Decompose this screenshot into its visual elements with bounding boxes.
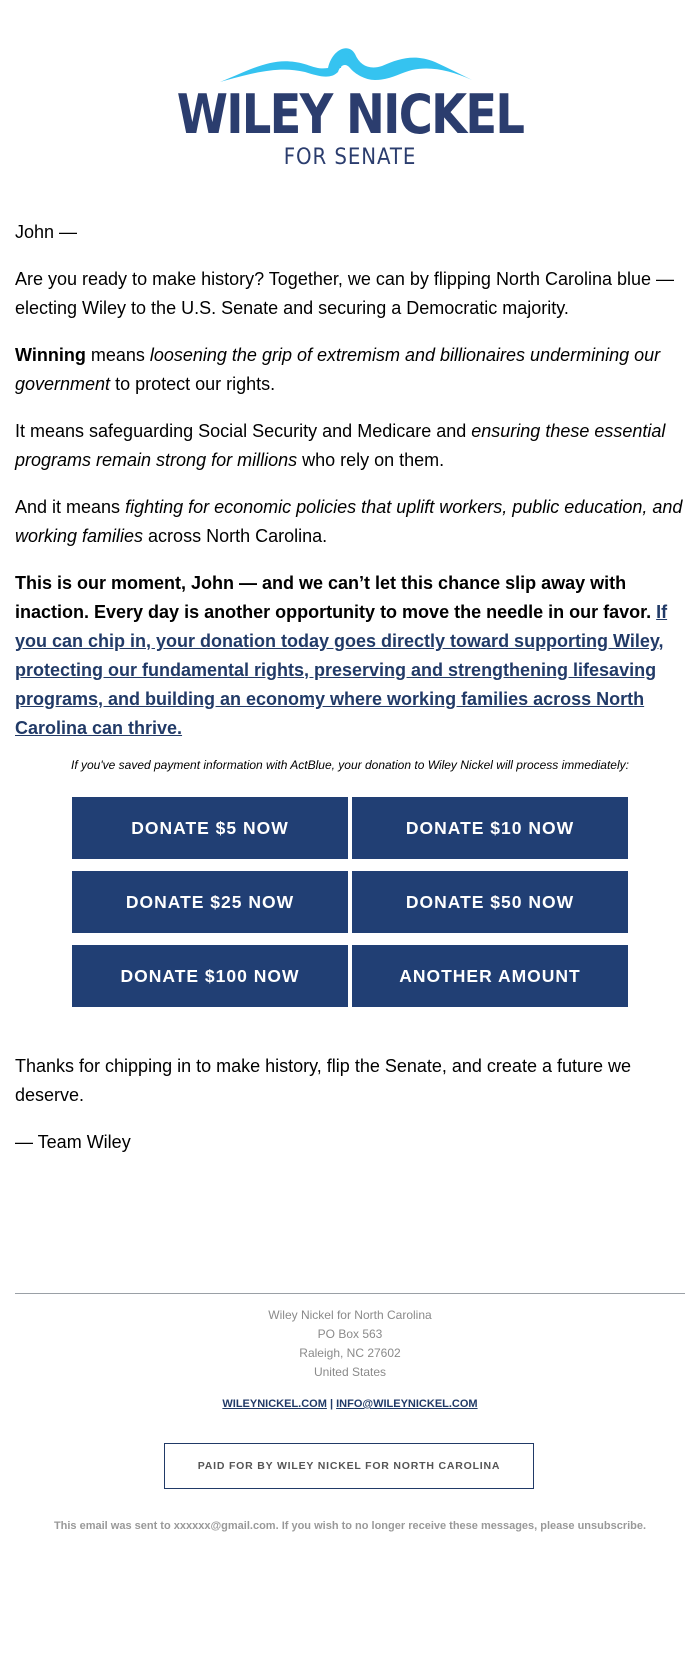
website-link[interactable]: WILEYNICKEL.COM (222, 1398, 327, 1410)
paragraph-1: Are you ready to make history? Together, we can by flipping North Carolina blue — electing Wiley to the U.S. Senate and securing a Democratic majority. (15, 269, 675, 318)
paid-for-disclaimer: PAID FOR BY WILEY NICKEL FOR NORTH CAROLINA (164, 1443, 534, 1489)
lead-text: It means safeguarding Social Security and Medicare and (15, 421, 472, 441)
link-separator: | (326, 1398, 337, 1410)
emphasis-text: loosening the grip of extremism and billionaires undermining our government (15, 345, 661, 394)
closing-section (15, 1052, 675, 1175)
donate-5-button[interactable]: DONATE $5 NOW (72, 797, 348, 859)
donate-25-button[interactable]: DONATE $25 NOW (72, 871, 348, 933)
winning-text: Winning (15, 345, 86, 365)
donate-10-button[interactable]: DONATE $10 NOW (352, 797, 628, 859)
logo-wordmark: WILEY NICKEL (176, 83, 524, 146)
address-line: Wiley Nickel for North Carolina (268, 1308, 432, 1322)
donate-button-grid (72, 797, 628, 1007)
paragraph-5 (15, 569, 685, 743)
logo-subtitle: FOR SENATE (283, 145, 417, 170)
rest-text: to protect our rights. (110, 374, 276, 394)
actblue-note: If you've saved payment information with ActBlue, your donation to Wiley Nickel will process immediately: (71, 758, 629, 772)
lead-text: And it means (15, 497, 126, 517)
paragraph-2 (15, 341, 685, 399)
address-line: Raleigh, NC 27602 (299, 1346, 401, 1360)
address-line: United States (313, 1365, 387, 1379)
rest-text: across North Carolina. (143, 526, 328, 546)
rest-text: who rely on them. (297, 450, 445, 470)
campaign-logo (0, 0, 700, 190)
emphasis-text: ensuring these essential programs remain strong for millions (15, 421, 666, 470)
paragraph-3 (15, 417, 685, 475)
another-amount-button[interactable]: ANOTHER AMOUNT (352, 945, 628, 1007)
emphasis-text: fighting for economic policies that uplift workers, public education, and working families (15, 497, 683, 546)
donate-50-button[interactable]: DONATE $50 NOW (352, 871, 628, 933)
footer-divider (15, 1293, 685, 1294)
unsubscribe-text[interactable]: This email was sent to xxxxxx@gmail.com. If you wish to no longer receive these messages, please unsubscribe. (53, 1520, 647, 1532)
thanks-text: Thanks for chipping in to make history, flip the Senate, and create a future we deserve. (15, 1056, 632, 1105)
means-text: means (85, 345, 150, 365)
paragraph-4 (15, 493, 685, 551)
address-line: PO Box 563 (317, 1327, 383, 1341)
signoff-text: — Team Wiley (15, 1132, 131, 1152)
greeting: John — (15, 222, 78, 242)
donate-100-button[interactable]: DONATE $100 NOW (72, 945, 348, 1007)
call-to-action-text: This is our moment, John — and we can’t let this chance slip away with inaction. Every day is another opportunity to move the needle in our favor. (15, 573, 657, 622)
footer-links (0, 1398, 700, 1410)
email-link[interactable]: INFO@WILEYNICKEL.COM (336, 1398, 478, 1410)
email-body (15, 218, 685, 761)
mailing-address (0, 1306, 700, 1382)
donation-link[interactable]: If you can chip in, your donation today goes directly toward supporting Wiley, protecting our fundamental rights, preserving and strengthening lifesaving programs, and building an economy where working families across North Carolina can thrive. (15, 602, 668, 738)
